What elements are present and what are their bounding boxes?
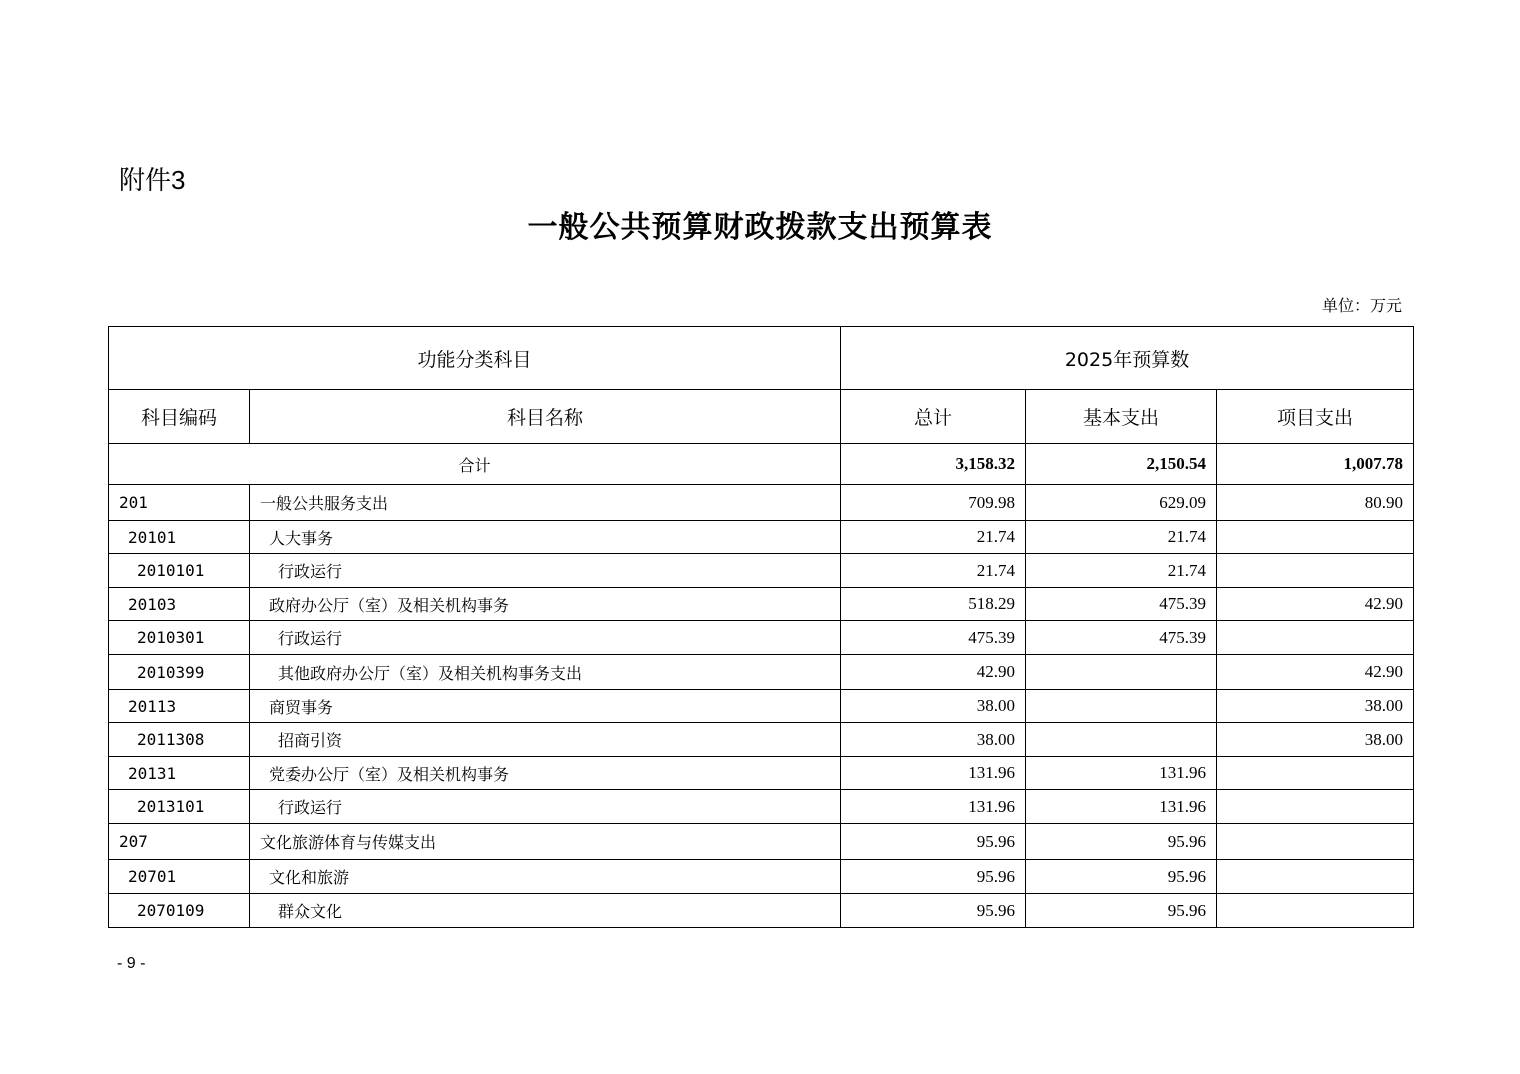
cell-basic: 21.74: [1026, 521, 1217, 554]
table-row: [109, 521, 1414, 554]
header-basic: 基本支出: [1026, 390, 1217, 444]
cell-code: 20103: [109, 588, 250, 621]
cell-basic: [1026, 655, 1217, 690]
cell-code: 207: [109, 824, 250, 860]
header-total: 总计: [841, 390, 1026, 444]
cell-project: [1217, 790, 1414, 824]
cell-code: 2013101: [109, 790, 250, 824]
header-group-row: [109, 327, 1414, 390]
cell-project: [1217, 824, 1414, 860]
cell-basic: 629.09: [1026, 485, 1217, 521]
cell-code: 2070109: [109, 894, 250, 928]
budget-table: [108, 326, 1414, 928]
header-budget-year: 2025年预算数: [841, 327, 1414, 390]
cell-code: 2011308: [109, 723, 250, 757]
cell-project: [1217, 757, 1414, 790]
unit-label: 单位：万元: [1321, 296, 1402, 315]
cell-project: [1217, 621, 1414, 655]
table-row: [109, 554, 1414, 588]
cell-code: 20701: [109, 860, 250, 894]
header-code: 科目编码: [109, 390, 250, 444]
cell-code: 201: [109, 485, 250, 521]
header-column-row: [109, 390, 1414, 444]
total-amount: 3,158.32: [841, 444, 1026, 485]
header-project: 项目支出: [1217, 390, 1414, 444]
cell-code: 2010301: [109, 621, 250, 655]
cell-name: 文化和旅游: [250, 860, 841, 894]
cell-basic: 95.96: [1026, 860, 1217, 894]
cell-total: 475.39: [841, 621, 1026, 655]
attachment-label: 附件3: [119, 165, 186, 195]
cell-name: 招商引资: [250, 723, 841, 757]
cell-name: 文化旅游体育与传媒支出: [250, 824, 841, 860]
cell-total: 518.29: [841, 588, 1026, 621]
cell-code: 2010399: [109, 655, 250, 690]
cell-total: 95.96: [841, 894, 1026, 928]
cell-project: 38.00: [1217, 723, 1414, 757]
cell-total: 21.74: [841, 521, 1026, 554]
cell-name: 行政运行: [250, 554, 841, 588]
cell-total: 131.96: [841, 757, 1026, 790]
cell-project: [1217, 860, 1414, 894]
cell-project: [1217, 894, 1414, 928]
table-row: [109, 621, 1414, 655]
cell-name: 一般公共服务支出: [250, 485, 841, 521]
table-row: [109, 860, 1414, 894]
cell-basic: 131.96: [1026, 757, 1217, 790]
cell-basic: 95.96: [1026, 824, 1217, 860]
cell-project: 42.90: [1217, 655, 1414, 690]
cell-project: [1217, 521, 1414, 554]
table-row: [109, 588, 1414, 621]
table-row: [109, 655, 1414, 690]
header-function-classification: 功能分类科目: [109, 327, 841, 390]
cell-total: 42.90: [841, 655, 1026, 690]
cell-basic: [1026, 723, 1217, 757]
table-row: [109, 723, 1414, 757]
total-label: 合计: [109, 444, 841, 485]
cell-name: 人大事务: [250, 521, 841, 554]
cell-code: 2010101: [109, 554, 250, 588]
cell-basic: 95.96: [1026, 894, 1217, 928]
cell-total: 95.96: [841, 860, 1026, 894]
cell-total: 38.00: [841, 723, 1026, 757]
cell-total: 38.00: [841, 690, 1026, 723]
cell-name: 群众文化: [250, 894, 841, 928]
header-name: 科目名称: [250, 390, 841, 444]
cell-code: 20131: [109, 757, 250, 790]
table-row: [109, 824, 1414, 860]
cell-project: [1217, 554, 1414, 588]
cell-name: 其他政府办公厅（室）及相关机构事务支出: [250, 655, 841, 690]
total-basic: 2,150.54: [1026, 444, 1217, 485]
cell-name: 商贸事务: [250, 690, 841, 723]
cell-basic: 131.96: [1026, 790, 1217, 824]
cell-name: 政府办公厅（室）及相关机构事务: [250, 588, 841, 621]
table-row: [109, 894, 1414, 928]
page-title: 一般公共预算财政拨款支出预算表: [527, 210, 993, 245]
cell-basic: 475.39: [1026, 588, 1217, 621]
table-row: [109, 690, 1414, 723]
cell-total: 131.96: [841, 790, 1026, 824]
cell-project: 38.00: [1217, 690, 1414, 723]
table-row: [109, 790, 1414, 824]
cell-project: 42.90: [1217, 588, 1414, 621]
cell-basic: [1026, 690, 1217, 723]
page-number: - 9 -: [117, 955, 146, 972]
cell-basic: 21.74: [1026, 554, 1217, 588]
cell-total: 95.96: [841, 824, 1026, 860]
cell-code: 20101: [109, 521, 250, 554]
cell-total: 709.98: [841, 485, 1026, 521]
total-row: [109, 444, 1414, 485]
table-row: [109, 485, 1414, 521]
table-row: [109, 757, 1414, 790]
cell-project: 80.90: [1217, 485, 1414, 521]
cell-basic: 475.39: [1026, 621, 1217, 655]
cell-name: 党委办公厅（室）及相关机构事务: [250, 757, 841, 790]
cell-total: 21.74: [841, 554, 1026, 588]
total-project: 1,007.78: [1217, 444, 1414, 485]
cell-code: 20113: [109, 690, 250, 723]
cell-name: 行政运行: [250, 621, 841, 655]
cell-name: 行政运行: [250, 790, 841, 824]
